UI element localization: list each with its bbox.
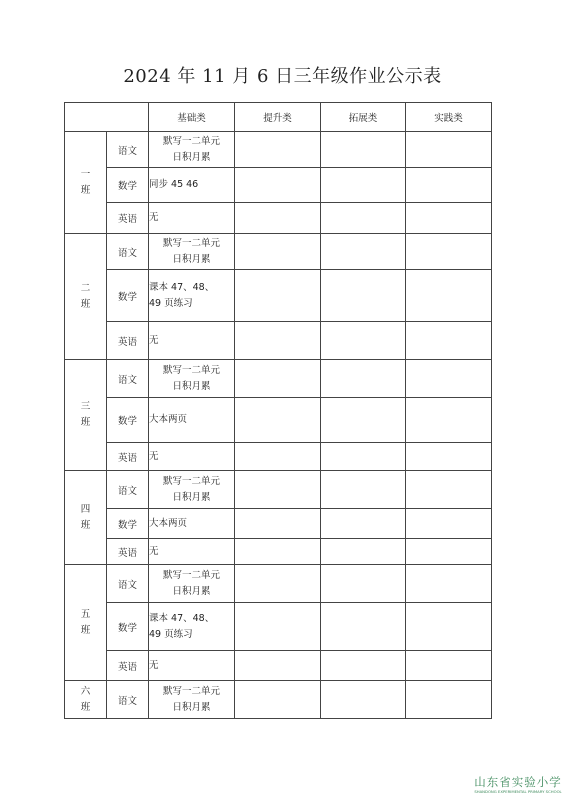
table-row bbox=[65, 603, 492, 651]
basic-cell: 无 bbox=[149, 443, 235, 471]
basic-cell: 大本两页 bbox=[149, 398, 235, 443]
table-row bbox=[65, 234, 492, 270]
class-cell: 一 班 bbox=[65, 132, 107, 234]
header-improve: 提升类 bbox=[235, 103, 321, 132]
header-practice: 实践类 bbox=[406, 103, 492, 132]
basic-cell: 无 bbox=[149, 322, 235, 360]
basic-cell: 默写一二单元 日积月累 bbox=[149, 565, 235, 603]
table-row bbox=[65, 471, 492, 509]
page-title: 2024 年 11 月 6 日三年级作业公示表 bbox=[123, 66, 442, 87]
table-row bbox=[65, 398, 492, 443]
table-row bbox=[65, 168, 492, 203]
table-row bbox=[65, 681, 492, 719]
basic-cell: 默写一二单元 日积月累 bbox=[149, 360, 235, 398]
subject-cell: 英语 bbox=[107, 539, 149, 565]
subject-cell: 语文 bbox=[107, 681, 149, 719]
basic-cell: 无 bbox=[149, 651, 235, 681]
class-cell: 六 班 bbox=[65, 681, 107, 719]
school-logo-cn: 山东省实验小学 bbox=[474, 775, 562, 789]
basic-cell: 默写一二单元 日积月累 bbox=[149, 234, 235, 270]
school-logo bbox=[474, 776, 562, 795]
table-row bbox=[65, 509, 492, 539]
header-basic: 基础类 bbox=[149, 103, 235, 132]
subject-cell: 英语 bbox=[107, 443, 149, 471]
homework-table bbox=[64, 102, 492, 719]
table-header-row bbox=[65, 103, 492, 132]
subject-cell: 语文 bbox=[107, 132, 149, 168]
subject-cell: 数学 bbox=[107, 603, 149, 651]
table-row bbox=[65, 539, 492, 565]
table-row bbox=[65, 651, 492, 681]
header-blank bbox=[65, 103, 149, 132]
subject-cell: 数学 bbox=[107, 168, 149, 203]
subject-cell: 语文 bbox=[107, 565, 149, 603]
subject-cell: 英语 bbox=[107, 203, 149, 234]
table-row bbox=[65, 203, 492, 234]
subject-cell: 英语 bbox=[107, 322, 149, 360]
table-row bbox=[65, 132, 492, 168]
school-logo-en: SHANDONG EXPERIMENTAL PRIMARY SCHOOL bbox=[474, 789, 562, 794]
table-row bbox=[65, 443, 492, 471]
table-row bbox=[65, 270, 492, 322]
basic-cell: 大本两页 bbox=[149, 509, 235, 539]
subject-cell: 英语 bbox=[107, 651, 149, 681]
basic-cell: 课本 47、48、 49 页练习 bbox=[149, 270, 235, 322]
subject-cell: 数学 bbox=[107, 270, 149, 322]
subject-cell: 语文 bbox=[107, 471, 149, 509]
header-expand: 拓展类 bbox=[321, 103, 406, 132]
class-cell: 三 班 bbox=[65, 360, 107, 471]
basic-cell: 课本 47、48、 49 页练习 bbox=[149, 603, 235, 651]
basic-cell: 默写一二单元 日积月累 bbox=[149, 471, 235, 509]
table-row bbox=[65, 322, 492, 360]
subject-cell: 语文 bbox=[107, 360, 149, 398]
basic-cell: 同步 45 46 bbox=[149, 168, 235, 203]
basic-cell: 无 bbox=[149, 203, 235, 234]
subject-cell: 数学 bbox=[107, 509, 149, 539]
basic-cell: 无 bbox=[149, 539, 235, 565]
subject-cell: 数学 bbox=[107, 398, 149, 443]
table-row bbox=[65, 360, 492, 398]
basic-cell: 默写一二单元 日积月累 bbox=[149, 132, 235, 168]
table-row bbox=[65, 565, 492, 603]
class-cell: 四 班 bbox=[65, 471, 107, 565]
class-cell: 二 班 bbox=[65, 234, 107, 360]
subject-cell: 语文 bbox=[107, 234, 149, 270]
basic-cell: 默写一二单元 日积月累 bbox=[149, 681, 235, 719]
class-cell: 五 班 bbox=[65, 565, 107, 681]
